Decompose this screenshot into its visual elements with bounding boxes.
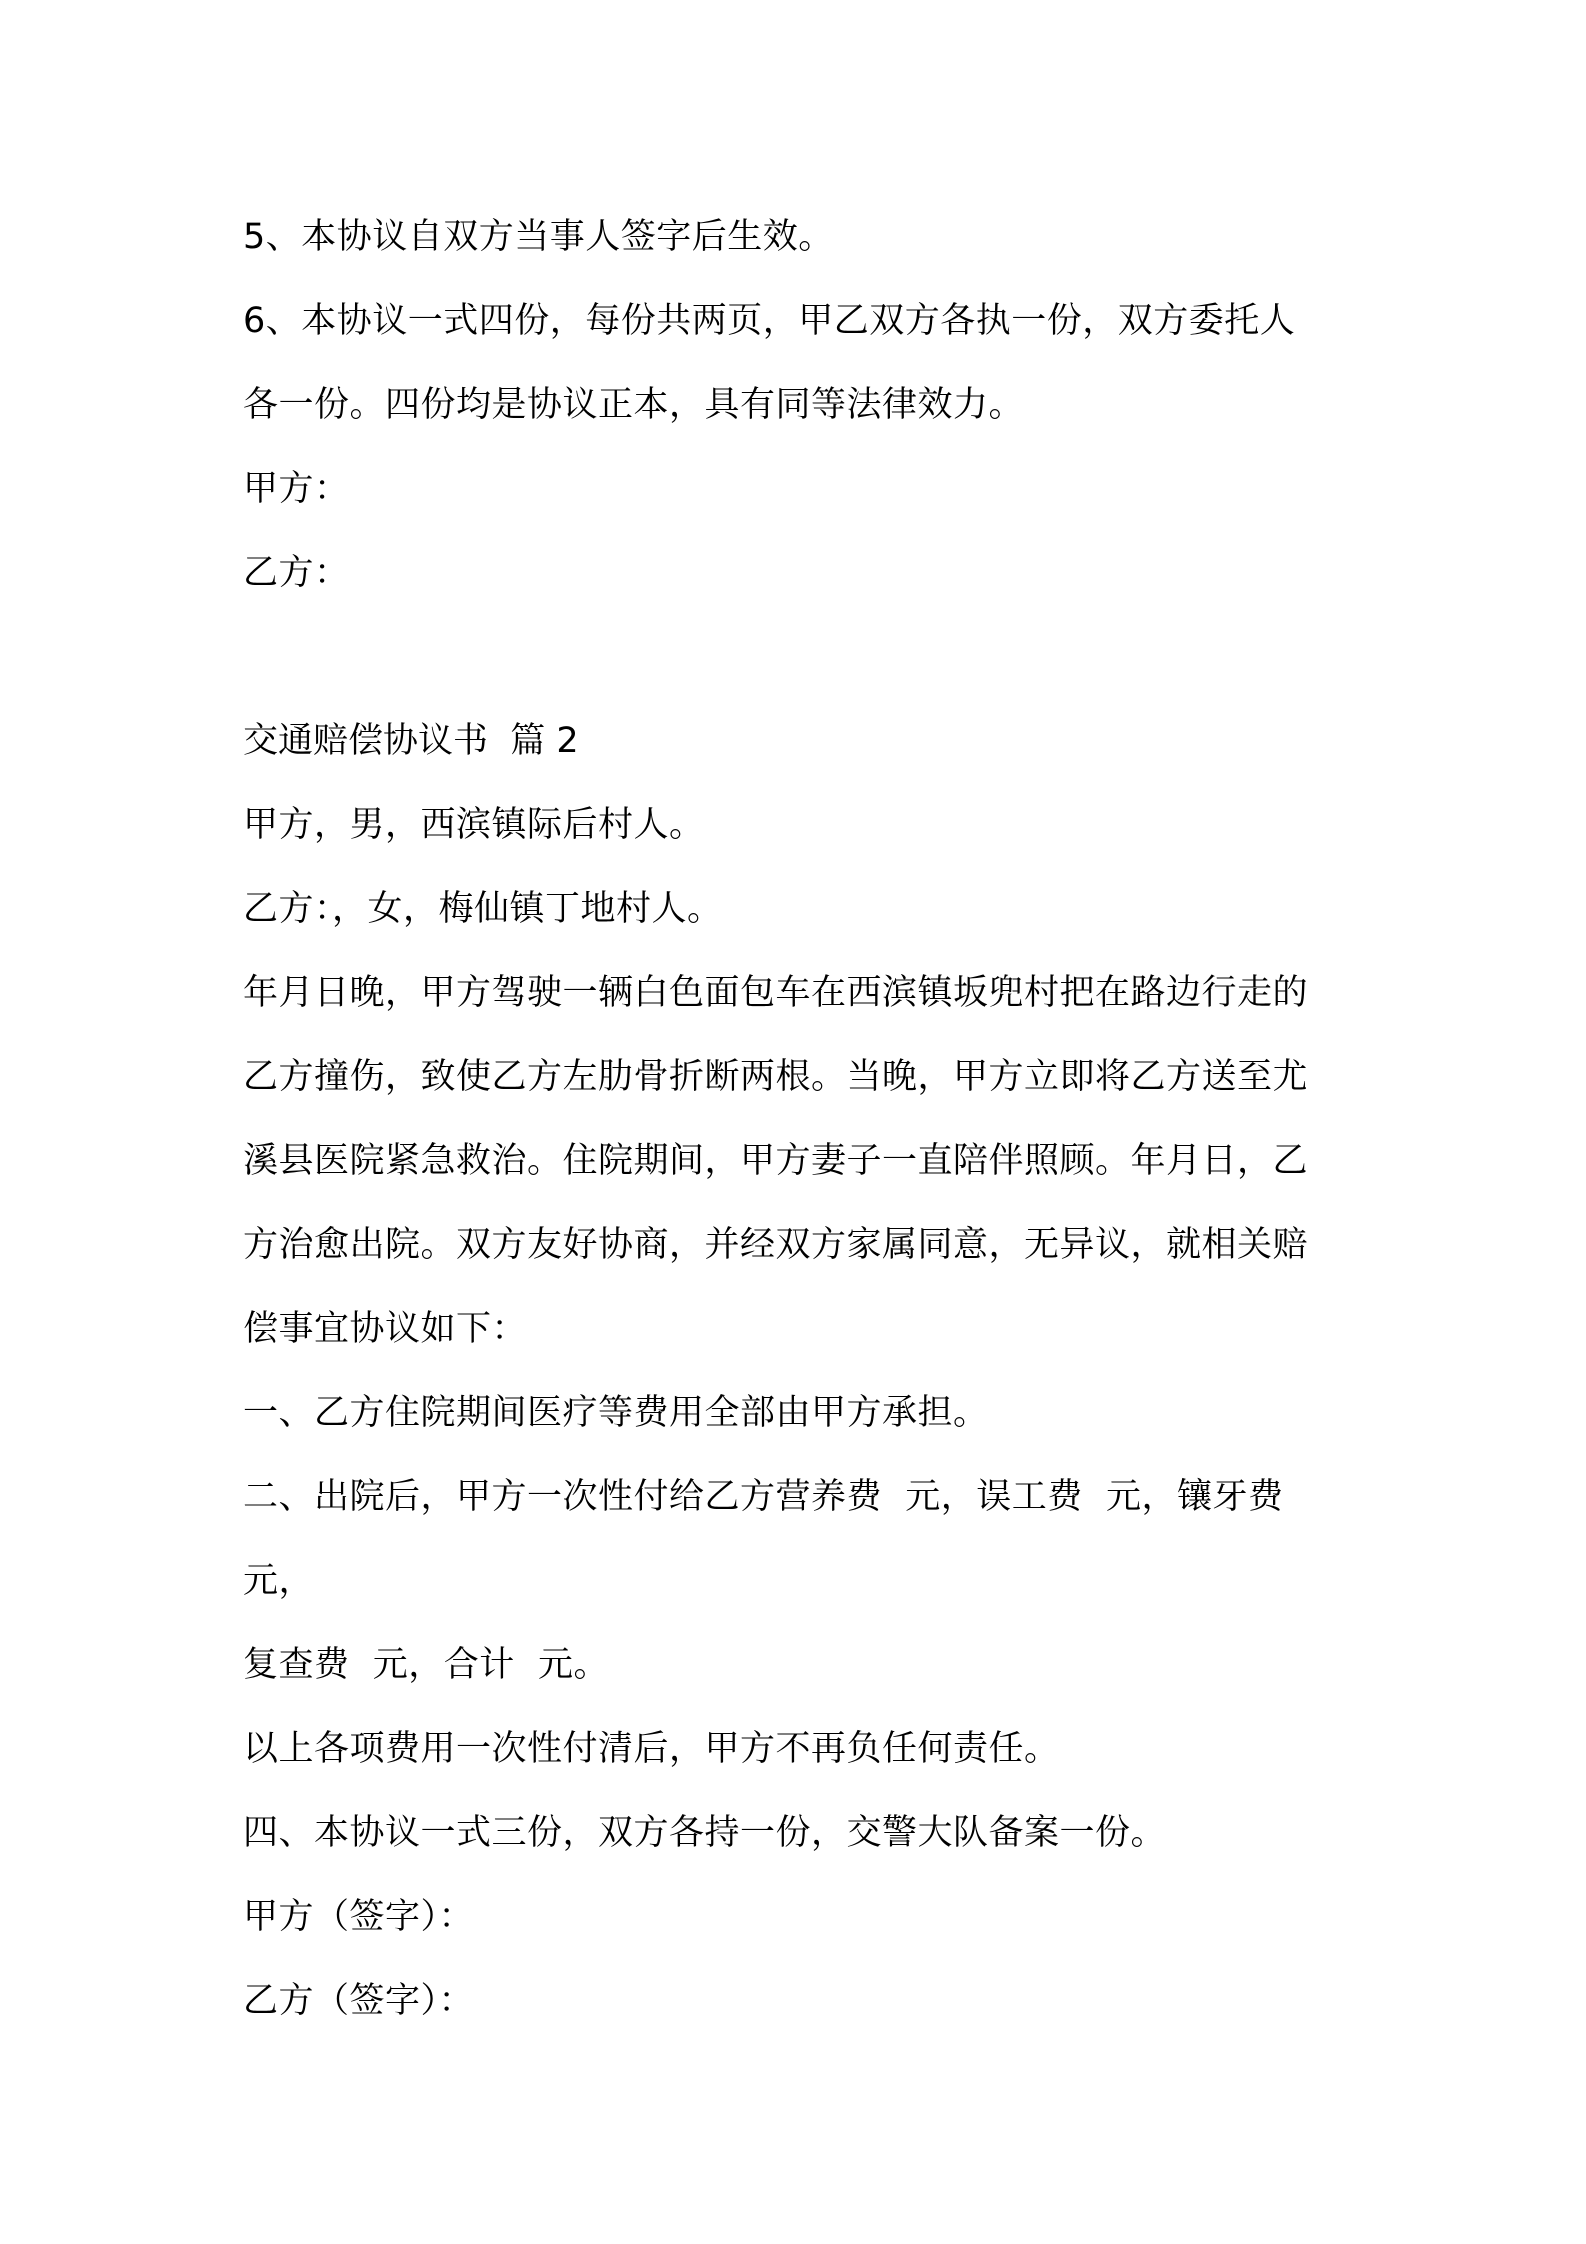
document-body xyxy=(243,195,1358,2043)
item-2-line-1: 二、出院后，甲方一次性付给乙方营养费 元，误工费 元，镶牙费 元， xyxy=(243,1477,1307,1601)
party-a-info: 甲方，男，西滨镇际后村人。 xyxy=(243,805,705,845)
narrative-line: 偿事宜协议如下： xyxy=(243,1309,528,1349)
section-2-title: 交通赔偿协议书 篇 2 xyxy=(243,721,579,761)
item-3: 以上各项费用一次性付清后，甲方不再负任何责任。 xyxy=(243,1729,1060,1769)
item-4: 四、本协议一式三份，双方各持一份，交警大队备案一份。 xyxy=(243,1813,1167,1853)
narrative-line: 乙方撞伤，致使乙方左肋骨折断两根。当晚，甲方立即将乙方送至尤 xyxy=(243,1057,1309,1097)
clause-6-line-2: 各一份。四份均是协议正本，具有同等法律效力。 xyxy=(243,385,1025,425)
clause-5: 5、本协议自双方当事人签字后生效。 xyxy=(243,217,834,257)
party-b-info: 乙方：，女，梅仙镇丁地村人。 xyxy=(243,889,723,929)
item-2-line-2: 复查费 元，合计 元。 xyxy=(243,1645,610,1685)
item-1: 一、乙方住院期间医疗等费用全部由甲方承担。 xyxy=(243,1393,989,1433)
narrative-line: 溪县医院紧急救治。住院期间，甲方妻子一直陪伴照顾。年月日，乙 xyxy=(243,1141,1309,1181)
party-a-signature-line: 甲方： xyxy=(243,469,350,509)
narrative-line: 方治愈出院。双方友好协商，并经双方家属同意，无异议，就相关赔 xyxy=(243,1225,1309,1265)
party-a-sign-field: 甲方（签字）： xyxy=(243,1897,475,1937)
party-b-signature-line: 乙方： xyxy=(243,553,350,593)
section-spacer xyxy=(243,615,1358,699)
narrative-line: 年月日晚，甲方驾驶一辆白色面包车在西滨镇坂兜村把在路边行走的 xyxy=(243,973,1309,1013)
clause-6-line-1: 6、本协议一式四份，每份共两页，甲乙双方各执一份，双方委托人 xyxy=(243,301,1296,341)
party-b-sign-field: 乙方（签字）： xyxy=(243,1981,475,2021)
